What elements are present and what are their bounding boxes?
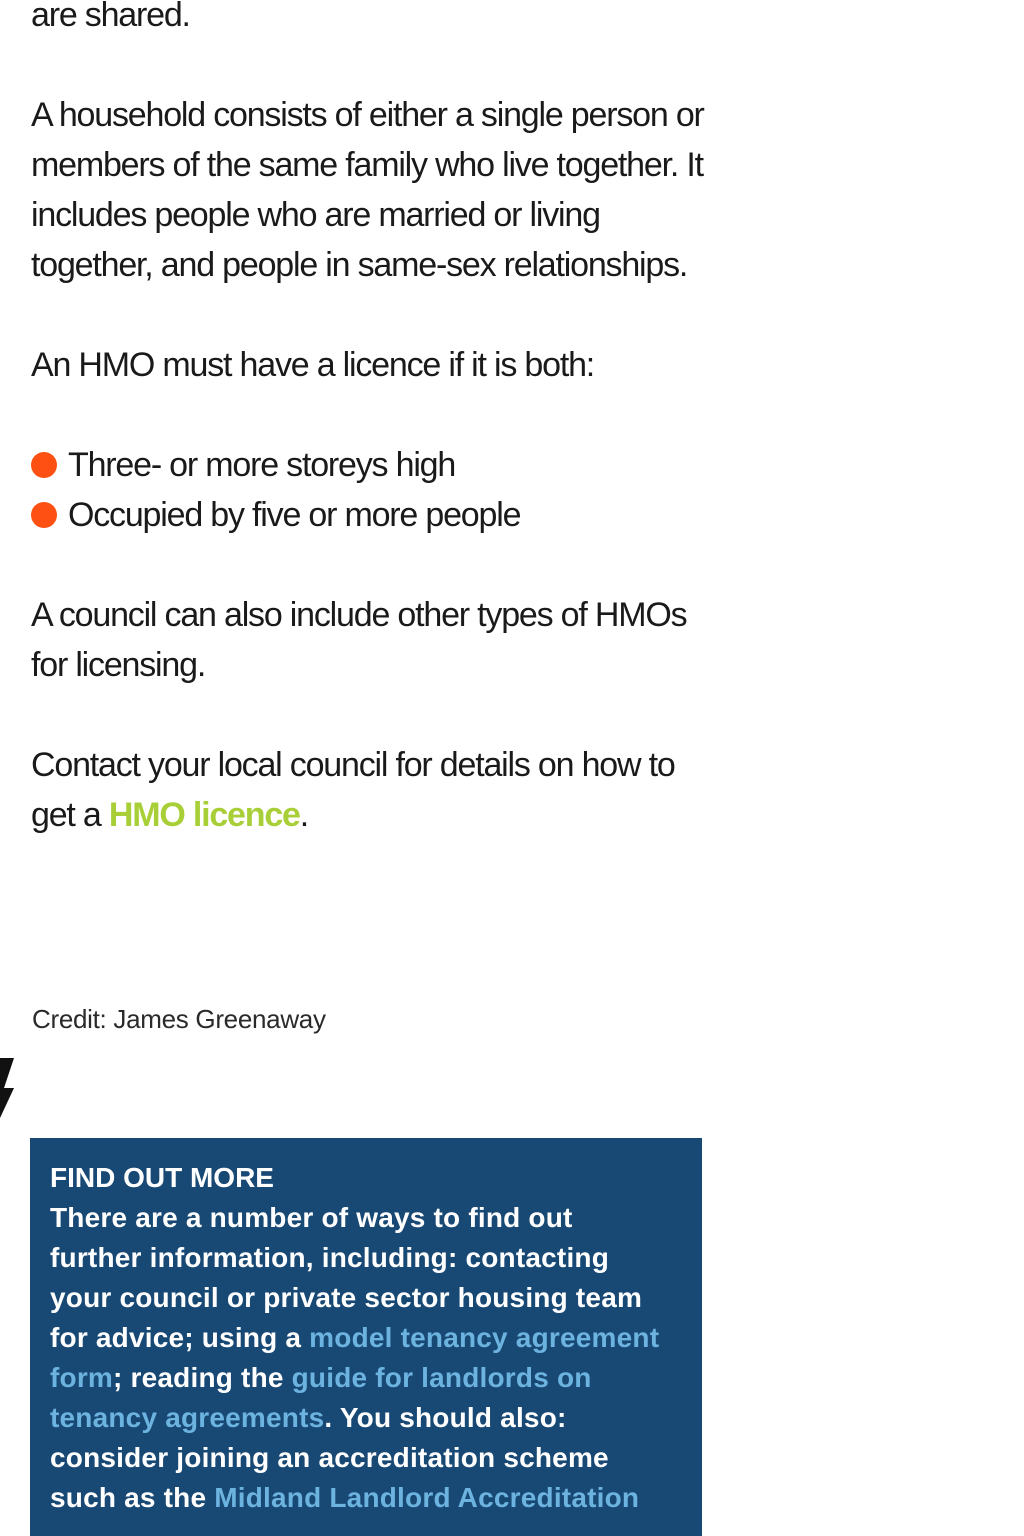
bullet-dot-icon [31,502,57,528]
list-item [31,490,711,540]
find-out-more-box [30,1138,702,1536]
paragraph-council-types: A council can also include other types of HMOs for licensing. [31,596,687,684]
list-item-text: Three- or more storeys high [68,446,456,484]
paragraph-household: A household consists of either a single person or members of the same family who live together. It includes people who are married or living together, and people in same-sex relationships. [31,96,704,284]
landlord-guide-link[interactable]: guide for landlords on tenancy agreements [50,1362,592,1433]
photo-credit: Credit: James Greenaway [32,1004,326,1034]
midland-accreditation-link[interactable]: Midland Landlord Accreditation [214,1482,640,1513]
paragraph-contact-council [31,740,711,840]
bullet-dot-icon [31,452,57,478]
list-item [31,440,711,490]
find-text-part: There are a number of ways to find out further information, including: contacting your council or private sector housing team for advice; using a [50,1202,643,1353]
hmo-licence-link[interactable]: HMO licence [108,796,300,834]
paragraph-licence-rule: An HMO must have a licence if it is both: [31,346,595,384]
licence-criteria-list [31,440,711,540]
model-tenancy-agreement-link[interactable]: model tenancy agreement form [50,1322,660,1393]
find-out-more-title: FIND OUT MORE [50,1162,274,1193]
contact-text-end: . [299,796,308,834]
contact-text: Contact your local council for details on how to get a [31,746,675,834]
find-out-more-text [50,1198,660,1518]
list-item-text: Occupied by five or more people [68,496,521,534]
cropped-arrow-icon [0,1058,14,1118]
paragraph-shared: are shared. [31,0,190,34]
article-body [31,0,711,840]
find-text-part: . You should also: consider joining an accreditation scheme such as the [50,1402,609,1513]
find-text-part: ; reading the [113,1362,292,1393]
